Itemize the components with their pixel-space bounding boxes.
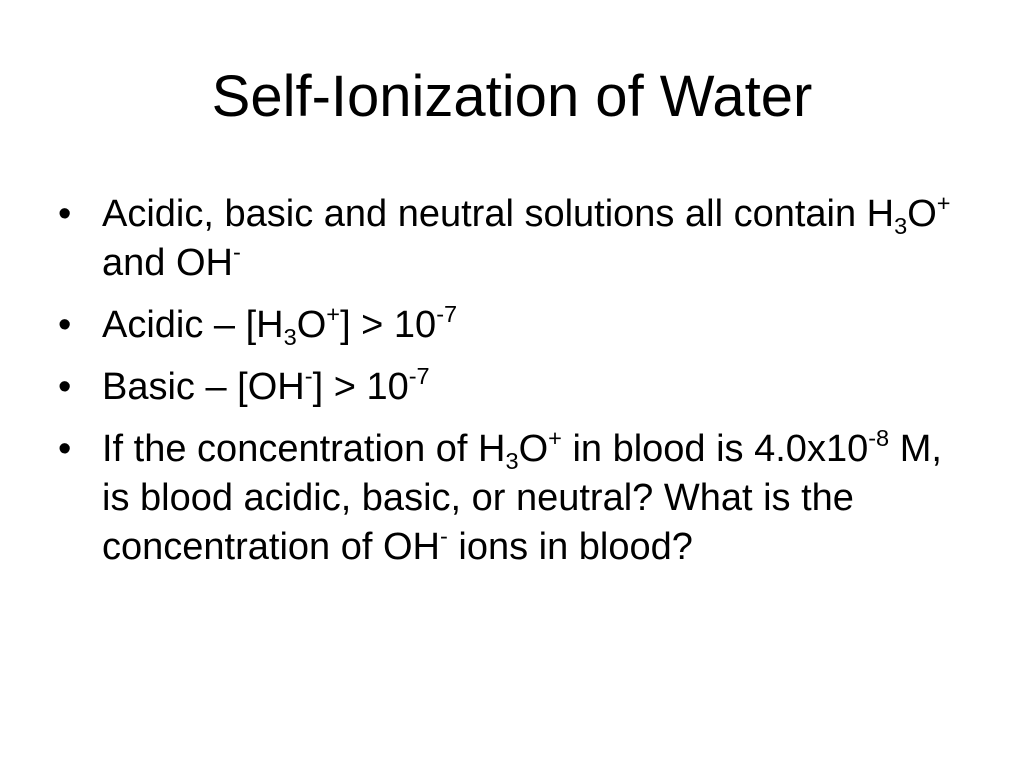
text-run: ] > 10 xyxy=(340,304,437,346)
superscript: - xyxy=(439,523,448,550)
bullet-item xyxy=(58,363,958,412)
subscript: 3 xyxy=(283,323,297,350)
text-run: Acidic – [H xyxy=(102,304,284,346)
text-run: Acidic, basic and neutral solutions all contain H xyxy=(102,193,895,235)
text-run: in blood is 4.0x10 xyxy=(561,428,869,470)
bullet-text xyxy=(102,301,458,350)
text-run: Basic – [OH xyxy=(102,366,305,408)
subscript: 3 xyxy=(894,212,908,239)
text-run: ] > 10 xyxy=(312,366,409,408)
bullet-text xyxy=(102,425,942,568)
slide-title: Self-Ionization of Water xyxy=(211,64,813,129)
bullet-item xyxy=(58,425,958,572)
superscript: - xyxy=(304,363,313,390)
bullet-icon: • xyxy=(58,366,72,408)
bullet-text xyxy=(102,190,951,284)
superscript: -7 xyxy=(436,301,458,328)
text-run: If the concentration of H xyxy=(102,428,506,470)
bullet-icon: • xyxy=(58,193,72,235)
text-run: O xyxy=(518,428,549,470)
bullet-icon: • xyxy=(58,428,72,470)
bullet-item xyxy=(58,190,958,288)
bullet-text xyxy=(102,363,430,408)
superscript: + xyxy=(936,190,951,217)
superscript: - xyxy=(232,239,241,266)
text-run: M, is blood acidic, basic, or neutral? What is the concentration of OH xyxy=(102,428,942,568)
text-run: and OH xyxy=(102,242,233,284)
superscript: -8 xyxy=(868,425,890,452)
superscript: + xyxy=(326,301,341,328)
superscript: + xyxy=(548,425,562,452)
subscript: 3 xyxy=(505,447,519,474)
bullet-list xyxy=(58,190,958,585)
text-run: O xyxy=(296,304,327,346)
superscript: -7 xyxy=(408,363,430,390)
bullet-icon: • xyxy=(58,304,72,346)
bullet-item xyxy=(58,301,958,350)
text-run: O xyxy=(907,193,937,235)
text-run: ions in blood? xyxy=(447,526,693,568)
